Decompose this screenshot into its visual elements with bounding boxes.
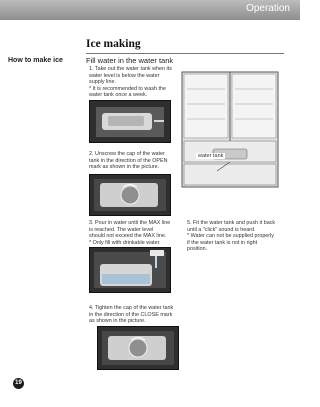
water-tank-callout: water tank bbox=[198, 153, 224, 159]
step-5-note: * Water can not be supplied properly bbox=[187, 233, 274, 240]
step-3 bbox=[89, 220, 181, 246]
step-1-note: * It is recommended to wash the bbox=[89, 85, 167, 92]
tighten-cap-illustration bbox=[98, 327, 178, 369]
step-3-line: 3. Pour in water until the MAX line bbox=[89, 220, 171, 226]
step-1 bbox=[89, 66, 181, 99]
step-2 bbox=[89, 151, 181, 171]
step-2-line: mark as shown in the picture. bbox=[89, 164, 160, 171]
step-4-line: as shown in the picture. bbox=[89, 318, 146, 325]
step-2-line: 2. Unscrew the cap of the water bbox=[89, 151, 165, 157]
pour-water-illustration bbox=[90, 248, 170, 292]
section-title: Operation bbox=[246, 3, 290, 14]
step-4-line: 4. Tighten the cap of the water tank bbox=[89, 305, 174, 311]
step-5-note: if the water tank is not in right bbox=[187, 239, 258, 246]
unscrew-cap-illustration bbox=[90, 175, 170, 215]
step-4-photo bbox=[97, 326, 179, 370]
step-1-line: supply line. bbox=[89, 79, 116, 86]
subtitle: Fill water in the water tank bbox=[86, 56, 174, 65]
step-2-photo bbox=[89, 174, 171, 216]
page-number: 19 bbox=[13, 378, 24, 389]
step-5-line: until a "click" sound is heard. bbox=[187, 226, 256, 233]
step-3-line: is reached. The water level bbox=[89, 226, 154, 233]
step-3-note: * Only fill with drinkable water. bbox=[89, 239, 161, 246]
step-5-line: 5. Fit the water tank and push it back bbox=[187, 220, 276, 226]
page-title: Ice making bbox=[86, 38, 141, 50]
step-5-note: position. bbox=[187, 246, 208, 253]
refrigerator-illustration bbox=[181, 71, 279, 188]
step-4-line: in the direction of the CLOSE mark bbox=[89, 311, 173, 318]
step-4 bbox=[89, 305, 185, 325]
section-header-bar bbox=[0, 0, 300, 20]
step-3-photo bbox=[89, 247, 171, 293]
step-1-photo bbox=[89, 100, 171, 143]
tank-removal-illustration bbox=[90, 101, 170, 142]
step-1-line: 1. Take out the water tank when its bbox=[89, 66, 172, 72]
step-3-line: should not exceed the MAX line. bbox=[89, 233, 167, 240]
step-1-line: water level is below the water bbox=[89, 72, 160, 79]
side-label: How to make ice bbox=[8, 57, 63, 64]
step-1-note: water tank once a week. bbox=[89, 92, 148, 99]
step-5 bbox=[187, 220, 287, 253]
step-2-line: tank in the direction of the OPEN bbox=[89, 157, 168, 164]
title-divider bbox=[86, 53, 284, 54]
